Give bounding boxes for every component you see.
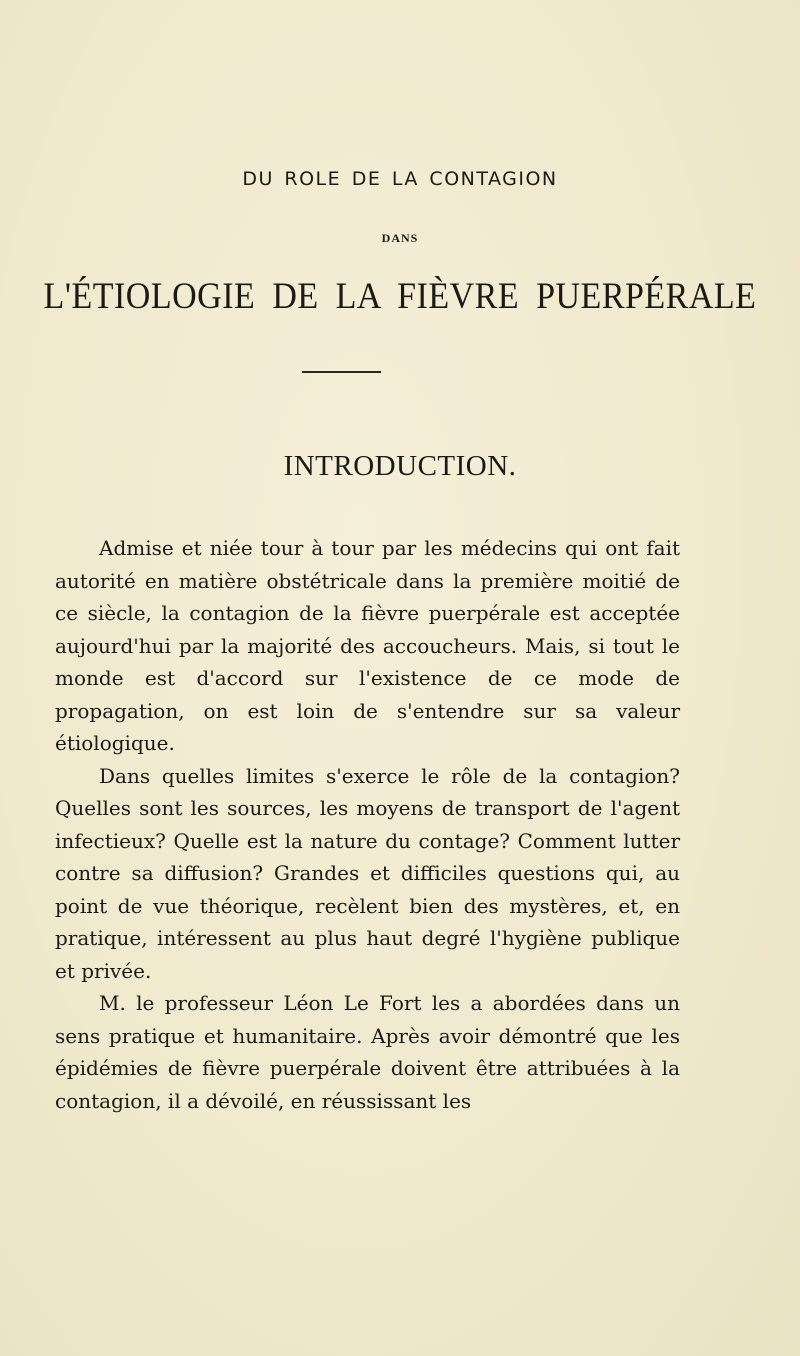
paragraph: Admise et niée tour à tour par les médecins qui ont fait autorité en matière obstétricale dans la première moitié de ce siècle, la contagion de la fièvre puerpérale est acceptée aujourd'hui par la majorité des accoucheurs. Mais, si tout le monde est d'accord sur l'existence de ce mode de propagation, on est loin de s'entendre sur sa valeur étiologique.: [55, 536, 680, 755]
paragraph: M. le professeur Léon Le Fort les a abordées dans un sens pratique et humanitaire. Après avoir démontré que les épidémies de fièvre puerpérale doivent être attribuées à la contagion, il a dévoilé, en réussissant les: [55, 991, 680, 1113]
heading-dans: DANS: [381, 231, 419, 245]
paragraph: Dans quelles limites s'exerce le rôle de la contagion? Quelles sont les sources, les moyens de transport de l'agent infectieux? Quelle est la nature du contage? Comment lutter contre sa diffusion? Grandes et difficiles questions qui, au point de vue théorique, recèlent bien des mystères, et, en pratique, intéressent au plus haut degré l'hygiène publique et privée.: [55, 763, 680, 983]
title-divider: [302, 371, 381, 373]
section-title: INTRODUCTION.: [283, 450, 517, 482]
heading-top: DU ROLE DE LA CONTAGION: [242, 168, 558, 190]
body-text: [55, 532, 680, 1117]
page-title: L'ÉTIOLOGIE DE LA FIÈVRE PUERPÉRALE: [43, 276, 757, 317]
